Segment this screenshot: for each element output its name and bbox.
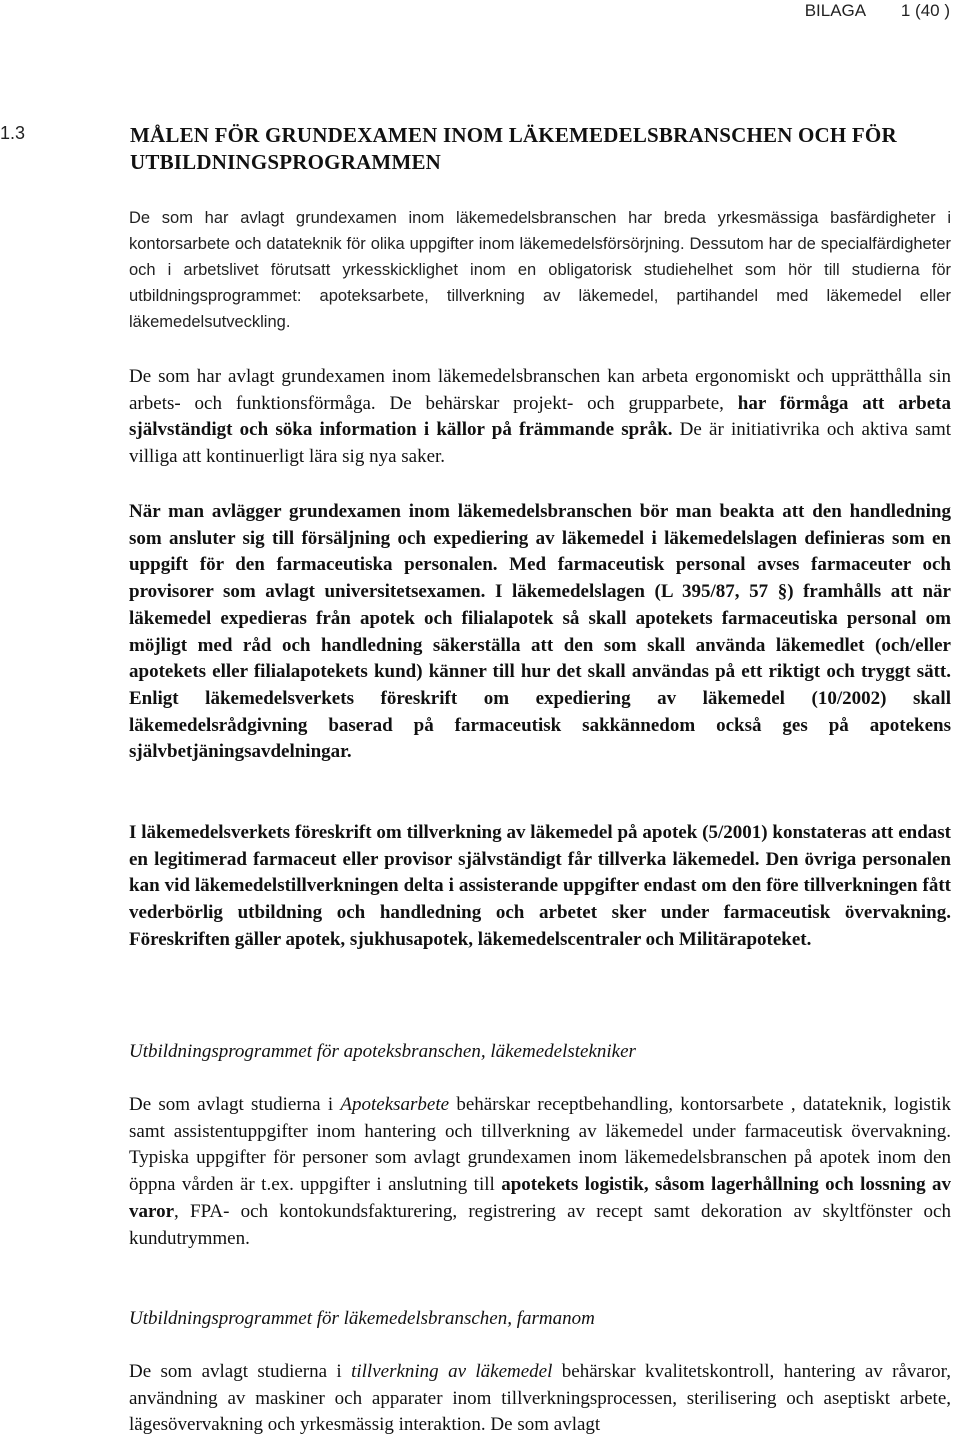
farmanom-text-1: De som avlagt studierna i — [129, 1361, 352, 1382]
farmanom-italic: tillverkning av läkemedel — [351, 1361, 553, 1382]
paragraph-abilities — [129, 364, 951, 471]
abilities-text-2: De är initiativrika och aktiva samt villiga att kontinuerligt lära sig nya saker. — [129, 419, 952, 468]
page-header — [805, 0, 950, 22]
paragraph-pharmacy — [129, 1092, 951, 1252]
paragraph-legislation: När man avlägger grundexamen inom läkemedelsbranschen bör man beakta att den handledning som ansluter sig till försäljning och expediering av läkemedel i läkemedelslagen definieras som en uppgift för den farmaceutiska personalen. Med farmaceutisk personal avses farmaceuter och provisorer som avlagt universitetsexamen. I läkemedelslagen (L 395/87, 57 §) framhålls att när läkemedel expedieras från apotek och filialapotek så skall apotekets farmaceutiska personal om möjligt med råd och handledning säkerställa att den som skall använda läkemedlet (och/eller apotekets eller filialapotekets kund) känner till hur det skall användas på ett riktigt och tryggt sätt. Enligt läkemedelsverkets föreskrift om expediering av läkemedel (10/2002) skall läkemedelsrådgivning baserad på farmaceutisk sakkännedom också ges på apotekens självbetjäningsavdelningar. — [129, 501, 951, 763]
pharmacy-text-1: De som avlagt studierna i — [129, 1094, 341, 1115]
pharmacy-text-2: behärskar receptbehandling, kontorsarbete , datateknik, logistik samt assistentuppgifter inom hantering och tillverkning av läkemedel under farmaceutisk övervakning. Typiska uppgifter för personer som avlagt grundexamen inom läkemedelsbranschen på apotek inom den öppna vården är t.ex. uppgifter i anslutning till — [129, 1094, 951, 1196]
pharmacy-italic: Apoteksarbete — [340, 1094, 450, 1115]
abilities-text-bold: har förmåga att arbeta självständigt och söka information i källor på främmande språk. — [129, 392, 951, 441]
paragraph-farmanom — [129, 1359, 951, 1439]
subheading-pharmacy: Utbildningsprogrammet för apoteksbranschen, läkemedelstekniker — [129, 1041, 636, 1062]
section-title: MÅLEN FÖR GRUNDEXAMEN INOM LÄKEMEDELSBRANSCHEN OCH FÖR UTBILDNINGSPROGRAMMEN — [130, 123, 897, 174]
appendix-label: BILAGA — [804, 1, 867, 20]
pharmacy-text-3: , FPA- och kontokundsfakturering, registrering av recept samt dekoration av skyltfönster och kundutrymmen. — [129, 1200, 951, 1249]
pharmacy-bold: apotekets logistik, såsom lagerhållning och lossning av varor — [129, 1174, 951, 1222]
page-number: 1 (40 ) — [900, 1, 950, 20]
abilities-text-1: De som har avlagt grundexamen inom läkemedelsbranschen kan arbeta ergonomiskt och upprätthålla sin arbets- och funktionsförmåga. De behärskar projekt- och grupparbete, — [129, 366, 951, 414]
paragraph-manufacturing: I läkemedelsverkets föreskrift om tillverkning av läkemedel på apotek (5/2001) konstateras att endast en legitimerad farmaceut eller provisor självständigt får tillverka läkemedel. Den övriga personalen kan vid läkemedelstillverkningen delta i assisterande uppgifter endast om den före tillverkningen fått vederbörlig utbildning och handledning och arbetet sker under farmaceutisk övervakning. Föreskriften gäller apotek, sjukhusapotek, läkemedelscentraler och Militärapoteket. — [129, 822, 951, 950]
farmanom-text-2: behärskar kvalitetskontroll, hantering av råvaror, användning av maskiner och apparater inom tillverkningsprocessen, sterilisering och aseptiskt arbete, lägesövervakning och yrkesmässig interaktion. De som avlagt — [129, 1361, 951, 1436]
paragraph-goals: De som har avlagt grundexamen inom läkemedelsbranschen har breda yrkesmässiga basfärdigheter i kontorsarbete och datateknik för olika uppgifter inom läkemedelsförsörjning. Dessutom har de specialfärdigheter och i arbetslivet förutsatt yrkesskicklighet inom en obligatorisk studiehelhet som hör till studierna för utbildningsprogrammet: apoteksarbete, tillverkning av läkemedel, partihandel med läkemedel eller läkemedelsutveckling. — [129, 209, 951, 331]
subheading-farmanom: Utbildningsprogrammet för läkemedelsbranschen, farmanom — [129, 1308, 595, 1329]
section-number: 1.3 — [0, 123, 26, 143]
